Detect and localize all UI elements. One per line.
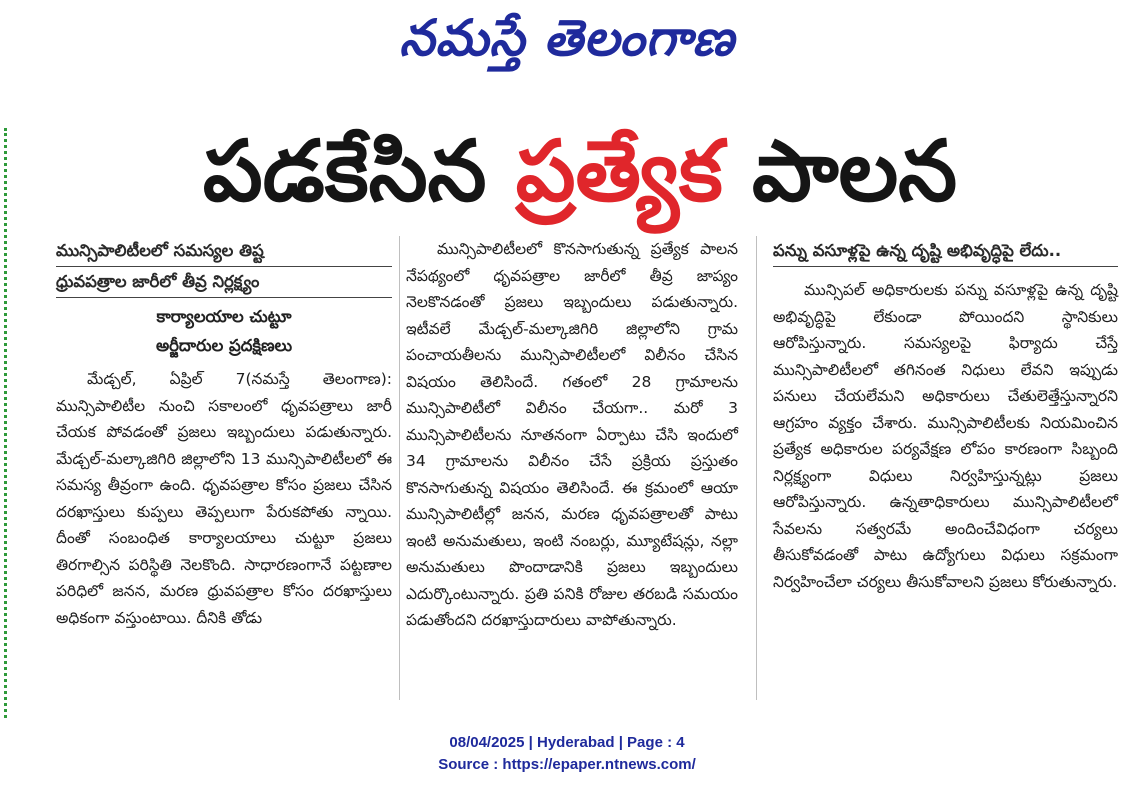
headline-accent-word: ప్రత్యేక bbox=[515, 122, 723, 220]
date-city-page: 08/04/2025 | Hyderabad | Page : 4 bbox=[449, 734, 685, 751]
article-column-2 bbox=[406, 236, 738, 700]
page-footer bbox=[0, 732, 1134, 776]
article-column-1 bbox=[56, 236, 392, 700]
column-1-body: మేడ్చల్, ఏప్రిల్ 7(నమస్తే తెలంగాణ): మున్సిపాలిటీల నుంచి సకాలంలో ధృవపత్రాలు జారీ చేయక పోవడంతో ప్రజలు ఇబ్బందులు పడుతున్నారు. మేడ్చల్-మల్కాజిగిరి జిల్లాలోని 13 మున్సిపాలిటీలలో ఈ సమస్య తీవ్రంగా ఉంది. ధృవపత్రాల కోసం ప్రజలు చేసిన దరఖాస్తులు కుప్పలు తెప్పలుగా పేరుకపోతు న్నాయి. దీంతో సంబంధిత కార్యాలయాలు చుట్టూ ప్రజలు తిరగాల్సిన పరిస్థితి నెలకొంది. సాధారణంగానే పట్టణాల పరిధిలో జనన, మరణ ధ్రువపత్రాల కోసం దరఖాస్తులు అధికంగా వస్తుంటాయి. దీనికి తోడు bbox=[56, 370, 392, 627]
subheading-line-2: అర్జీదారుల ప్రదక్షిణలు bbox=[155, 336, 293, 355]
kicker-3: పన్ను వసూళ్లపై ఉన్న దృష్టి అభివృద్ధిపై లేదు.. bbox=[773, 236, 1118, 267]
headline-part-1: పడకేసిన bbox=[202, 122, 516, 220]
kicker-1: మున్సిపాలిటీలలో సమస్యల తిష్ట bbox=[56, 236, 392, 267]
headline-part-3: పాలన bbox=[722, 122, 958, 220]
margin-dotted-line bbox=[4, 128, 7, 718]
newspaper-masthead: నమస్తే తెలంగాణ bbox=[399, 9, 735, 67]
source-line: Source : https://epaper.ntnews.com/ bbox=[438, 756, 696, 773]
column-3-body: మున్సిపల్ అధికారులకు పన్ను వసూళ్లపై ఉన్న దృష్టి అభివృద్ధిపై లేకుండా పోయిందని స్థానికులు ఆరోపిస్తున్నారు. సమస్యలపై ఫిర్యాదు చేస్తే మున్సిపాలిటీలలో తగినంత నిధులు లేవని ఇప్పుడు పనులు చేయలేమని అధికారులు చేతులెత్తేస్తున్నారని ఆగ్రహం వ్యక్తం చేశారు. మున్సిపాలిటీలకు నియమించిన ప్రత్యేక అధికారుల పర్యవేక్షణ లోపం కారణంగా సిబ్బంది నిర్లక్ష్యంగా విధులు నిర్వహిస్తున్నట్లు ప్రజలు ఆరోపిస్తున్నారు. ఉన్నతాధికారులు మున్సిపాలిటీలలో సేవలను సత్వరమే అందించేవిధంగా చర్యలు తీసుకోవడంతో పాటు ఉద్యోగులు విధులు సక్రమంగా నిర్వహించేలా చర్యలు తీసుకోవాలని ప్రజలు కోరుతున్నారు. bbox=[773, 281, 1118, 591]
column-divider-1 bbox=[399, 236, 400, 700]
subheading bbox=[56, 298, 392, 366]
column-divider-2 bbox=[756, 236, 757, 700]
column-2-body: మున్సిపాలిటీలలో కొనసాగుతున్న ప్రత్యేక పాలన నేపథ్యంలో ధృవపత్రాల జారీలో తీవ్ర జాప్యం నెలకొనడంతో ప్రజలు ఇబ్బందులు పడుతున్నారు. ఇటీవలే మేడ్చల్-మల్కాజిగిరి జిల్లాలోని గ్రామ పంచాయతీలను మున్సిపాలిటీలలో విలీనం చేసిన విషయం తెలిసిందే. గతంలో 28 గ్రామాలను మున్సిపాలిటీలో విలీనం చేయగా.. మరో 3 మున్సిపాలిటీలను నూతనంగా ఏర్పాటు చేసి ఇందులో 34 గ్రామాలను విలీనం చేసే ప్రక్రియ ప్రస్తుతం కొనసాగుతున్న విషయం తెలిసిందే. ఈ క్రమంలో ఆయా మున్సిపాలిటీల్లో జనన, మరణ ధృవపత్రాలతో పాటు ఇంటి అనుమతులు, ఇంటి నంబర్లు, మ్యూటేషన్లు, నల్లా అనుమతులు పొందాడానికి ప్రజలు ఇబ్బందులు ఎదుర్కొంటున్నారు. ప్రతి పనికి రోజుల తరబడి సమయం పడుతోందని దరఖాస్తుదారులు వాపోతున్నారు. bbox=[406, 240, 738, 629]
subheading-line-1: కార్యాలయాల చుట్టూ bbox=[156, 307, 292, 326]
kicker-2: ధ్రువపత్రాల జారీలో తీవ్ర నిర్లక్ష్యం bbox=[56, 267, 392, 298]
article-column-3 bbox=[773, 236, 1118, 700]
headline bbox=[40, 118, 1120, 224]
